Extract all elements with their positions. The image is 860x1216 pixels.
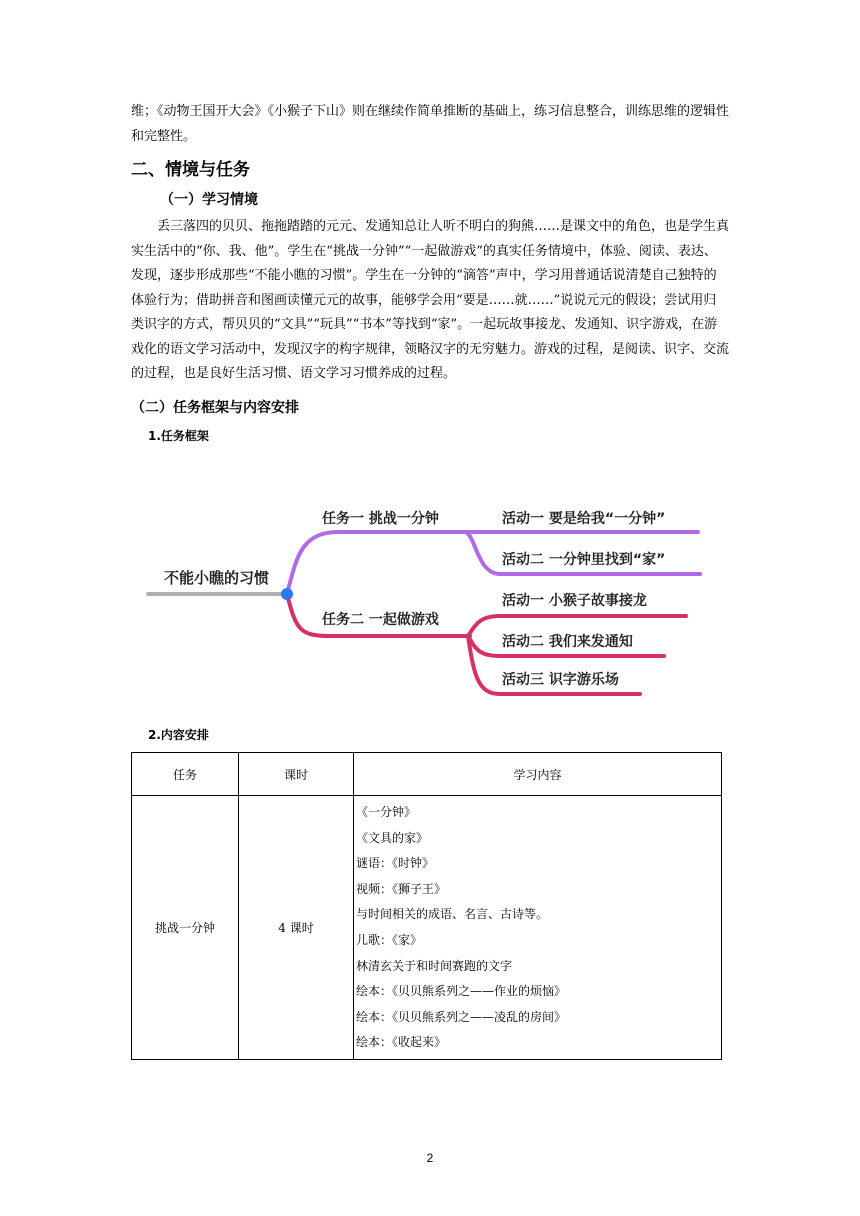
table-header-content: 学习内容 (354, 753, 722, 796)
table-header-hours: 课时 (239, 753, 354, 796)
table-row (132, 796, 722, 1060)
table-header-row (132, 753, 722, 796)
content-item: 《一分钟》 (356, 805, 417, 819)
framework-heading: 1.任务框架 (148, 429, 209, 443)
page-number: 2 (426, 1151, 434, 1165)
mindmap-task1-label: 任务一 挑战一分钟 (322, 511, 439, 527)
mindmap-task2-act3-label: 活动三 识字游乐场 (502, 672, 619, 688)
mindmap-root-label: 不能小瞧的习惯 (164, 569, 270, 587)
mindmap-task2-act1-branch (468, 616, 686, 636)
content-item: 与时间相关的成语、名言、古诗等。 (356, 907, 549, 922)
content-item: 林清玄关于和时间赛跑的文字 (356, 958, 513, 973)
mindmap-task2-act2-label: 活动二 我们来发通知 (502, 634, 633, 650)
table-cell-task: 挑战一分钟 (132, 796, 239, 1060)
table-cell-hours: 4 课时 (239, 796, 354, 1060)
content-item: 绘本：《收起来》 (356, 1035, 447, 1050)
intro-paragraph-tail: 维；《动物王国开大会》《小猴子下山》则在继续作简单推断的基础上，练习信息整合，训练思维的逻辑性和完整性。 (131, 104, 730, 144)
content-item: 儿歌：《家》 (356, 932, 423, 947)
mindmap-root-node (281, 588, 293, 600)
content-item: 绘本：《贝贝熊系列之——作业的烦恼》 (356, 984, 567, 999)
mindmap-task2-label: 任务二 一起做游戏 (322, 612, 439, 628)
situation-paragraph: 丢三落四的贝贝、拖拖踏踏的元元、发通知总让人听不明白的狗熊……是课文中的角色，也是学生真实生活中的“你、我、他”。学生在“挑战一分钟”“一起做游戏”的真实任务情境中，体验、阅读、表达、发现，逐步形成那些“不能小瞧的习惯”。学生在一分钟的“滴答”声中，学习用普通话说清楚自己独特的体验行为；借助拼音和图画读懂元元的故事，能够学会用“要是……就……”说说元元的假设；尝试用归类识字的方式，帮贝贝的“文具”“玩具”“书本”等找到“家”。一起玩故事接龙、发通知、识字游戏，在游戏化的语文学习活动中，发现汉字的构字规律，领略汉字的无穷魅力。游戏的过程，是阅读、识字、交流的过程，也是良好生活习惯、语文学习习惯养成的过程。 (131, 219, 730, 381)
content-item: 谜语：《时钟》 (356, 856, 435, 871)
table-cell-contents (354, 796, 722, 1060)
arrangement-heading: 2.内容安排 (148, 728, 209, 742)
section-heading-situation-task: 二、情境与任务 (131, 160, 250, 180)
mindmap-task1-act1-label: 活动一 要是给我“一分钟” (502, 511, 666, 527)
content-arrangement-table (131, 752, 722, 1060)
subheading-learning-situation: （一）学习情境 (160, 192, 258, 208)
content-item: 绘本：《贝贝熊系列之——凌乱的房间》 (356, 1009, 567, 1024)
mindmap-task1-act2-label: 活动二 一分钟里找到“家” (502, 552, 666, 568)
mindmap-task2-act1-label: 活动一 小猴子故事接龙 (502, 593, 647, 609)
content-item: 视频：《狮子王》 (356, 881, 447, 896)
table-header-task: 任务 (132, 753, 239, 796)
content-item: 《文具的家》 (356, 830, 429, 845)
subheading-task-framework-arrangement: （二）任务框架与内容安排 (131, 400, 299, 416)
